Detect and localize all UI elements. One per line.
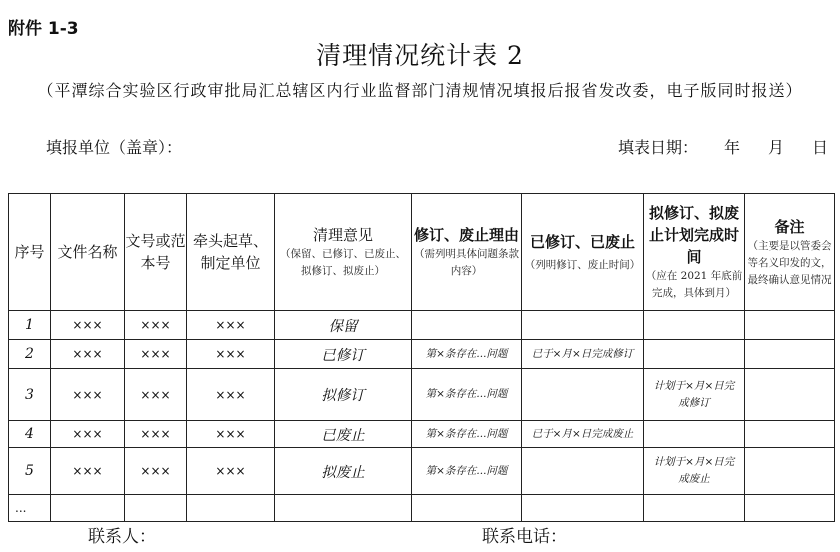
cell-opinion: 拟废止 xyxy=(275,448,412,495)
header-done-note: （列明修订、废止时间） xyxy=(524,258,641,271)
cell-remark xyxy=(745,421,835,448)
header-remark-title: 备注 xyxy=(774,217,805,236)
table-row xyxy=(9,340,835,369)
cell-empty xyxy=(187,495,275,522)
cell-remark xyxy=(745,311,835,340)
header-plan-title: 拟修订、拟废止计划完成时间 xyxy=(648,204,739,266)
cell-remark xyxy=(745,448,835,495)
cell-doc-no: ××× xyxy=(125,369,187,421)
cell-lead-unit: ××× xyxy=(187,311,275,340)
cell-empty xyxy=(412,495,522,522)
cell-done: 已于×月×日完成废止 xyxy=(522,421,644,448)
cell-reason xyxy=(412,311,522,340)
cell-reason: 第×条存在...问题 xyxy=(412,421,522,448)
cell-doc-no: ××× xyxy=(125,421,187,448)
cell-empty xyxy=(644,495,745,522)
cell-opinion: 保留 xyxy=(275,311,412,340)
cell-plan xyxy=(644,340,745,369)
cell-opinion: 拟修订 xyxy=(275,369,412,421)
cell-plan xyxy=(644,311,745,340)
header-plan-note: （应在 2021 年底前完成，具体到月） xyxy=(645,270,743,299)
table-row xyxy=(9,448,835,495)
header-reason-title: 修订、废止理由 xyxy=(413,226,519,244)
header-seq: 序号 xyxy=(9,194,51,311)
cell-file-name: ××× xyxy=(51,340,125,369)
cell-lead-unit: ××× xyxy=(187,340,275,369)
header-remark-note: （主要是以管委会等名义印发的文，最终确认意见情况 xyxy=(747,239,832,286)
header-file-name: 文件名称 xyxy=(51,194,125,311)
table-row xyxy=(9,311,835,340)
cell-doc-no: ××× xyxy=(125,340,187,369)
page-subtitle: （平潭综合实验区行政审批局汇总辖区内行业监督部门清规情况填报后报省发改委，电子版同时报送） xyxy=(37,81,803,100)
filler-unit-label: 填报单位（盖章）： xyxy=(46,138,183,157)
cell-seq: 1 xyxy=(9,311,51,340)
fill-date xyxy=(618,135,828,158)
contact-person-label: 联系人： xyxy=(88,527,156,547)
cell-empty xyxy=(522,495,644,522)
cell-done: 已于×月×日完成修订 xyxy=(522,340,644,369)
fill-date-label: 填表日期： xyxy=(617,138,698,157)
cell-opinion: 已修订 xyxy=(275,340,412,369)
header-reason-note: （需列明具体问题条款内容） xyxy=(414,248,519,277)
header-reason xyxy=(412,194,522,311)
header-doc-no: 文号或范本号 xyxy=(125,194,187,311)
cell-doc-no: ××× xyxy=(125,311,187,340)
cell-lead-unit: ××× xyxy=(187,448,275,495)
cell-reason: 第×条存在...问题 xyxy=(412,369,522,421)
header-done xyxy=(522,194,644,311)
cell-seq: 5 xyxy=(9,448,51,495)
statistics-table xyxy=(8,193,835,522)
cell-file-name: ××× xyxy=(51,421,125,448)
cell-remark xyxy=(745,340,835,369)
cell-reason: 第×条存在...问题 xyxy=(412,340,522,369)
table-row xyxy=(9,369,835,421)
cell-plan xyxy=(644,421,745,448)
cell-seq: 3 xyxy=(9,369,51,421)
attachment-label: 附件 1-3 xyxy=(8,19,79,39)
fill-date-day: 日 xyxy=(811,138,828,157)
fill-date-month: 月 xyxy=(767,138,784,157)
cell-empty xyxy=(275,495,412,522)
contact-phone-label: 联系电话： xyxy=(482,527,567,547)
cell-empty xyxy=(125,495,187,522)
cell-lead-unit: ××× xyxy=(187,369,275,421)
table-header-row xyxy=(9,194,835,311)
cell-done xyxy=(522,311,644,340)
cell-seq: 2 xyxy=(9,340,51,369)
cell-empty xyxy=(51,495,125,522)
header-opinion-note: （保留、已修订、已废止、拟修订、拟废止） xyxy=(280,248,406,277)
cell-file-name: ××× xyxy=(51,311,125,340)
cell-file-name: ××× xyxy=(51,369,125,421)
table-row xyxy=(9,421,835,448)
cell-plan: 计划于×月×日完成修订 xyxy=(644,369,745,421)
cell-lead-unit: ××× xyxy=(187,421,275,448)
cell-done xyxy=(522,448,644,495)
header-opinion xyxy=(275,194,412,311)
cell-empty xyxy=(745,495,835,522)
cell-done xyxy=(522,369,644,421)
header-lead-unit: 牵头起草、制定单位 xyxy=(187,194,275,311)
cell-seq: 4 xyxy=(9,421,51,448)
header-plan xyxy=(644,194,745,311)
cell-file-name: ××× xyxy=(51,448,125,495)
cell-remark xyxy=(745,369,835,421)
cell-doc-no: ××× xyxy=(125,448,187,495)
page-title: 清理情况统计表 2 xyxy=(316,41,524,70)
table-row-ellipsis xyxy=(9,495,835,522)
cell-plan: 计划于×月×日完成废止 xyxy=(644,448,745,495)
cell-opinion: 已废止 xyxy=(275,421,412,448)
header-done-title: 已修订、已废止 xyxy=(529,232,635,251)
cell-reason: 第×条存在...问题 xyxy=(412,448,522,495)
cell-seq-ellipsis: ... xyxy=(9,495,51,522)
header-remark xyxy=(745,194,835,311)
fill-date-year: 年 xyxy=(723,138,740,157)
header-opinion-title: 清理意见 xyxy=(312,226,373,244)
